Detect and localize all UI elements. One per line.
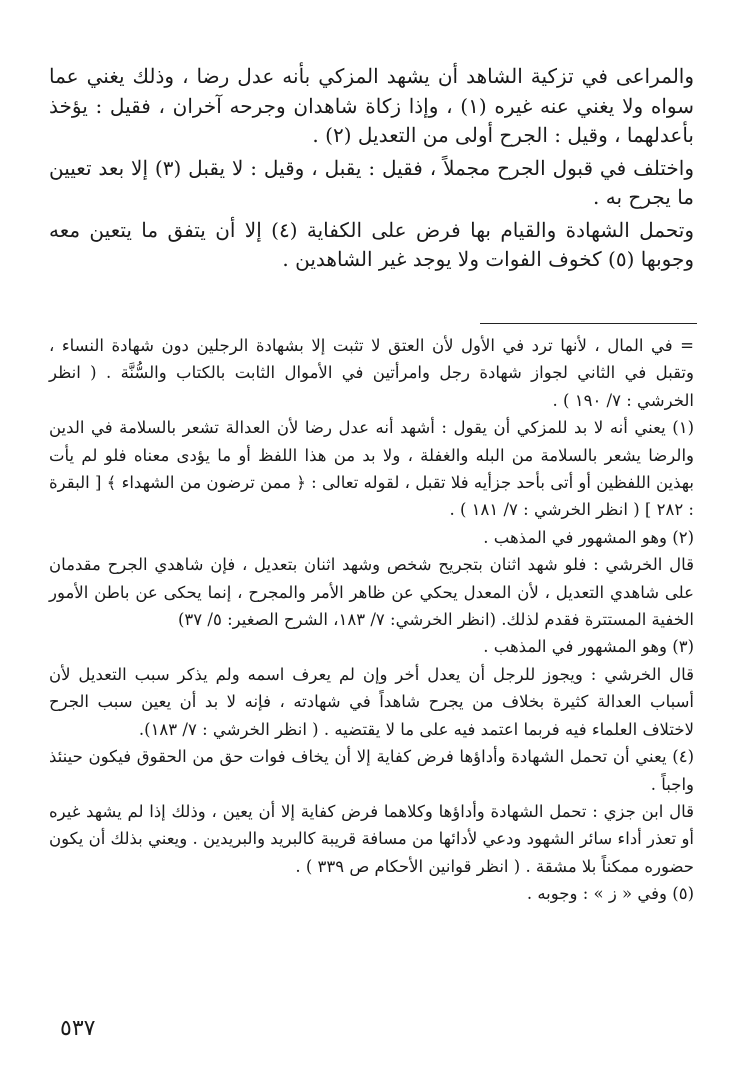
footnote-separator [480,323,697,324]
footnote-2: (٢) وهو المشهور في المذهب . [483,527,694,547]
page-number: ٥٣٧ [60,1016,96,1041]
footnote-2-commentary: قال الخرشي : فلو شهد اثنان بتجريح شخص وشهد اثنان بتعديل ، فإن شاهدي الجرح مقدمان على شاهدي التعديل ، لأن المعدل يحكي عن ظاهر الأمر والمجرح ، إنما يحكى عن باطن الأمور الخفية المستترة فقدم لذلك. (انظر الخرشي: ٧/ ١٨٣، الشرح الصغير: ٥/ ٣٧) [49,555,694,630]
footnote-continuation: = في المال ، لأنها ترد في الأول لأن العتق لا تثبت إلا بشهادة الرجلين دون شهادة النساء ، وتقبل في الثاني لجواز شهادة رجل وامرأتين في الأموال الثابت بالكتاب والسُّنَّة . ( انظر الخرشي : ٧/ ١٩٠ ) . [49,336,694,410]
footnote-1: (١) يعني أنه لا بد للمزكي أن يقول : أشهد أنه عدل رضا لأن العدالة تشعر بالسلامة في الدين والرضا يشعر بالسلامة من البله والغفلة ، ولا بد من هذا اللفظ أو ما يؤدى معناه فلو لم يأت بهذين اللفظين أو أتى بأحد جزأيه فلا تقبل ، لقوله تعالى : ﴿ ممن ترضون من الشهداء ﴾ [ البقرة : ٢٨٢ ] ( انظر الخرشي : ٧/ ١٨١ ) . [49,418,694,520]
footnote-4: (٤) يعني أن تحمل الشهادة وأداؤها فرض كفاية إلا أن يخاف فوات حق من الحقوق فيكون حينئذ واجباً . [49,747,694,794]
main-paragraph-3: وتحمل الشهادة والقيام بها فرض على الكفاية (٤) إلا أن يتفق ما يتعين معه وجوبها (٥) كخوف الفوات ولا يوجد غير الشاهدين . [49,217,695,271]
main-paragraph-2: واختلف في قبول الجرح مجملاً ، فقيل : يقبل ، وقيل : لا يقبل (٣) إلا بعد تعيين ما يجرح به . [49,155,695,209]
main-text [49,62,694,275]
footnotes [49,332,694,908]
footnote-4-commentary: قال ابن جزي : تحمل الشهادة وأداؤها وكلاهما فرض كفاية إلا أن يعين ، وذلك إذا لم يشهد غيره أو تعذر أداء سائر الشهود ودعي لأدائها من مسافة قريبة كالبريد والبريدين . ويعني بذلك أن يكون حضوره ممكناً بلا مشقة . ( انظر قوانين الأحكام ص ٣٣٩ ) . [49,801,694,876]
footnote-5: (٥) وفي « ز » : وجوبه . [526,884,694,904]
footnote-3-commentary: قال الخرشي : ويجوز للرجل أن يعدل أخر وإن لم يعرف اسمه ولم يذكر سبب التعديل لأن أسباب العدالة كثيرة بخلاف من يجرح شاهداً في شهادته ، فإنه لا بد أن يعين سبب الجرح لاختلاف العلماء فيه فربما اعتمد فيه على ما لا يقتضيه . ( انظر الخرشي : ٧/ ١٨٣). [49,664,694,739]
main-paragraph-1: والمراعى في تزكية الشاهد أن يشهد المزكي بأنه عدل رضا ، وذلك يغني عما سواه ولا يغني عنه غيره (١) ، وإذا زكاة شاهدان وجرحه آخران ، فقيل : يؤخذ بأعدلهما ، وقيل : الجرح أولى من التعديل (٢) . [49,64,694,147]
footnote-3: (٣) وهو المشهور في المذهب . [483,637,694,657]
